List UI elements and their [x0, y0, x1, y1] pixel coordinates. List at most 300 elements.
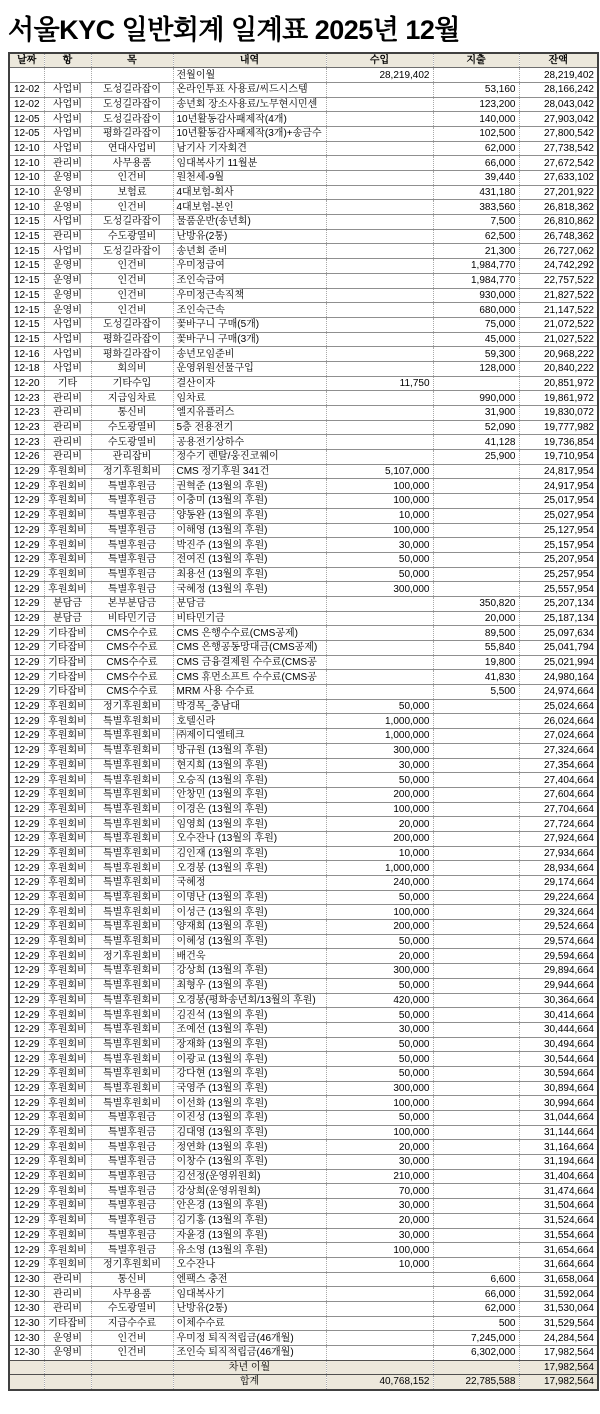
cell-item: 인건비 [91, 259, 173, 274]
cell-expense: 7,245,000 [433, 1331, 519, 1346]
cell-category: 후원회비 [44, 1199, 91, 1214]
cell-date: 12-30 [9, 1287, 44, 1302]
cell-income [326, 361, 433, 376]
cell-income: 100,000 [326, 494, 433, 509]
table-row [9, 420, 598, 435]
table-row [9, 567, 598, 582]
cell-balance: 31,530,064 [519, 1301, 598, 1316]
cell-balance: 25,024,664 [519, 699, 598, 714]
cell-category [44, 68, 91, 83]
cell-balance: 30,894,664 [519, 1081, 598, 1096]
cell-income [326, 171, 433, 186]
cell-income [326, 317, 433, 332]
table-row [9, 1316, 598, 1331]
cell-income [326, 126, 433, 141]
cell-income: 28,219,402 [326, 68, 433, 83]
cell-expense: 89,500 [433, 626, 519, 641]
cell-item: 정기후원회비 [91, 1257, 173, 1272]
cell-balance: 20,851,972 [519, 376, 598, 391]
cell-expense [433, 978, 519, 993]
cell-expense [433, 890, 519, 905]
cell-balance: 30,544,664 [519, 1052, 598, 1067]
cell-date [9, 68, 44, 83]
cell-date: 12-15 [9, 303, 44, 318]
cell-category: 사업비 [44, 361, 91, 376]
cell-date: 12-29 [9, 1111, 44, 1126]
table-row [9, 1022, 598, 1037]
cell-date: 12-05 [9, 126, 44, 141]
cell-date: 12-29 [9, 1022, 44, 1037]
cell-expense: 6,600 [433, 1272, 519, 1287]
cell-income: 1,000,000 [326, 714, 433, 729]
table-row [9, 1199, 598, 1214]
cell-income [326, 156, 433, 171]
cell-category: 후원회비 [44, 1184, 91, 1199]
table-row [9, 1169, 598, 1184]
table-row [9, 670, 598, 685]
cell-expense [433, 1213, 519, 1228]
cell-expense [433, 773, 519, 788]
cell-expense [433, 787, 519, 802]
cell-balance: 26,818,362 [519, 200, 598, 215]
cell-expense [433, 582, 519, 597]
cell-balance: 24,917,954 [519, 479, 598, 494]
table-row [9, 259, 598, 274]
cell-date: 12-29 [9, 1199, 44, 1214]
cell-expense [433, 1037, 519, 1052]
table-row [9, 743, 598, 758]
cell-description: 꽃바구니 구매(3개) [173, 332, 326, 347]
cell-item: 특별후원회비 [91, 861, 173, 876]
cell-category: 사업비 [44, 82, 91, 97]
cell-item: 특별후원회비 [91, 787, 173, 802]
cell-item: 특별후원금 [91, 1184, 173, 1199]
cell-category: 후원회비 [44, 1169, 91, 1184]
cell-category [44, 1375, 91, 1390]
cell-income: 1,000,000 [326, 861, 433, 876]
cell-date: 12-10 [9, 185, 44, 200]
table-row [9, 494, 598, 509]
cell-date: 12-26 [9, 450, 44, 465]
table-row [9, 229, 598, 244]
cell-category: 후원회비 [44, 1096, 91, 1111]
cell-income: 50,000 [326, 1066, 433, 1081]
cell-item: CMS수수료 [91, 626, 173, 641]
cell-category: 후원회비 [44, 1052, 91, 1067]
cell-income [326, 1346, 433, 1361]
cell-income: 50,000 [326, 934, 433, 949]
cell-expense [433, 920, 519, 935]
cell-balance: 25,257,954 [519, 567, 598, 582]
cell-balance: 21,072,522 [519, 317, 598, 332]
table-row [9, 1066, 598, 1081]
cell-item: 인건비 [91, 303, 173, 318]
cell-balance: 27,404,664 [519, 773, 598, 788]
table-row [9, 200, 598, 215]
cell-category: 후원회비 [44, 1037, 91, 1052]
cell-item: 특별후원회비 [91, 1081, 173, 1096]
cell-description: 난방유(2통) [173, 229, 326, 244]
cell-item: 특별후원회비 [91, 890, 173, 905]
cell-description: 권혁준 (13월의 후원) [173, 479, 326, 494]
cell-category: 기타 [44, 376, 91, 391]
cell-date: 12-29 [9, 773, 44, 788]
cell-income: 30,000 [326, 1155, 433, 1170]
cell-balance: 26,810,862 [519, 215, 598, 230]
cell-description: 남기사 기자회견 [173, 141, 326, 156]
cell-item: 도성길라잡이 [91, 112, 173, 127]
cell-category: 후원회비 [44, 743, 91, 758]
cell-expense [433, 567, 519, 582]
table-row [9, 964, 598, 979]
table-row [9, 552, 598, 567]
cell-description: 강상희 (13월의 후원) [173, 964, 326, 979]
cell-description: 조인숙근속 [173, 303, 326, 318]
table-row [9, 1272, 598, 1287]
cell-item: 도성길라잡이 [91, 317, 173, 332]
cell-description: 운영위원선물구입 [173, 361, 326, 376]
cell-category: 후원회비 [44, 1066, 91, 1081]
cell-description: 최형우 (13월의 후원) [173, 978, 326, 993]
cell-description: 오경봉 (13월의 후원) [173, 861, 326, 876]
cell-description: 10년활동감사패제작(4개) [173, 112, 326, 127]
cell-date: 12-29 [9, 802, 44, 817]
cell-description: 강상희(운영위원회) [173, 1184, 326, 1199]
cell-description: 이진성 (13월의 후원) [173, 1111, 326, 1126]
table-row [9, 97, 598, 112]
cell-income [326, 655, 433, 670]
col-header-date: 날짜 [9, 53, 44, 68]
cell-description: 이해영 (13월의 후원) [173, 523, 326, 538]
cell-income: 50,000 [326, 552, 433, 567]
cell-income: 50,000 [326, 773, 433, 788]
cell-item: CMS수수료 [91, 685, 173, 700]
cell-expense [433, 934, 519, 949]
cell-balance: 27,934,664 [519, 846, 598, 861]
cell-description: 방규원 (13월의 후원) [173, 743, 326, 758]
cell-balance: 26,727,062 [519, 244, 598, 259]
table-row [9, 215, 598, 230]
cell-date: 12-29 [9, 934, 44, 949]
table-row [9, 156, 598, 171]
cell-balance: 19,861,972 [519, 391, 598, 406]
cell-expense: 350,820 [433, 596, 519, 611]
cell-category: 사업비 [44, 244, 91, 259]
cell-income: 50,000 [326, 1008, 433, 1023]
cell-item: 인건비 [91, 273, 173, 288]
cell-date: 12-29 [9, 1213, 44, 1228]
cell-expense [433, 1228, 519, 1243]
cell-balance: 25,207,134 [519, 596, 598, 611]
cell-category: 후원회비 [44, 699, 91, 714]
table-row [9, 450, 598, 465]
cell-income [326, 626, 433, 641]
cell-expense: 45,000 [433, 332, 519, 347]
cell-date: 12-30 [9, 1301, 44, 1316]
cell-expense: 66,000 [433, 156, 519, 171]
cell-expense [433, 1008, 519, 1023]
col-header-category: 항 [44, 53, 91, 68]
cell-balance: 21,027,522 [519, 332, 598, 347]
cell-expense: 59,300 [433, 347, 519, 362]
cell-date: 12-29 [9, 641, 44, 656]
cell-item: 수도광열비 [91, 1301, 173, 1316]
cell-income: 30,000 [326, 758, 433, 773]
cell-item: 특별후원회비 [91, 1037, 173, 1052]
cell-category: 후원회비 [44, 978, 91, 993]
cell-description: 유소영 (13월의 후원) [173, 1243, 326, 1258]
cell-category: 운영비 [44, 185, 91, 200]
cell-expense [433, 494, 519, 509]
table-row [9, 538, 598, 553]
cell-item: 수도광열비 [91, 435, 173, 450]
cell-balance: 25,157,954 [519, 538, 598, 553]
cell-balance: 25,021,994 [519, 655, 598, 670]
table-row [9, 273, 598, 288]
cell-date: 12-23 [9, 435, 44, 450]
cell-category: 후원회비 [44, 1228, 91, 1243]
cell-balance: 27,024,664 [519, 729, 598, 744]
cell-expense: 20,000 [433, 611, 519, 626]
cell-expense [433, 729, 519, 744]
cell-income: 30,000 [326, 1199, 433, 1214]
cell-income: 200,000 [326, 787, 433, 802]
cell-description: CMS 정기후원 341건 [173, 464, 326, 479]
cell-category: 후원회비 [44, 479, 91, 494]
cell-description: CMS 은행수수료(CMS공제) [173, 626, 326, 641]
cell-balance: 24,742,292 [519, 259, 598, 274]
cell-item: 수도광열비 [91, 229, 173, 244]
cell-item: 보험료 [91, 185, 173, 200]
cell-expense [433, 523, 519, 538]
table-row [9, 699, 598, 714]
table-row [9, 1213, 598, 1228]
cell-expense [433, 508, 519, 523]
cell-expense [433, 1199, 519, 1214]
table-row [9, 376, 598, 391]
cell-expense: 383,560 [433, 200, 519, 215]
cell-date: 12-29 [9, 1184, 44, 1199]
cell-income: 300,000 [326, 1081, 433, 1096]
cell-date: 12-29 [9, 1243, 44, 1258]
cell-income: 10,000 [326, 1257, 433, 1272]
cell-balance: 27,633,102 [519, 171, 598, 186]
cell-item: 정기후원회비 [91, 699, 173, 714]
cell-item: CMS수수료 [91, 655, 173, 670]
cell-expense: 62,000 [433, 1301, 519, 1316]
cell-item: 특별후원금 [91, 479, 173, 494]
table-header [9, 53, 598, 68]
table-row [9, 626, 598, 641]
cell-balance: 22,757,522 [519, 273, 598, 288]
table-row [9, 890, 598, 905]
cell-date: 12-29 [9, 758, 44, 773]
cell-balance: 19,736,854 [519, 435, 598, 450]
cell-date: 12-29 [9, 890, 44, 905]
cell-expense: 75,000 [433, 317, 519, 332]
cell-description: 오수잔나 (13월의 후원) [173, 831, 326, 846]
cell-description: 분담금 [173, 596, 326, 611]
cell-balance: 25,041,794 [519, 641, 598, 656]
total-balance: 17,982,564 [519, 1375, 598, 1390]
cell-date: 12-29 [9, 538, 44, 553]
cell-expense [433, 376, 519, 391]
carryover-balance: 17,982,564 [519, 1360, 598, 1375]
cell-date: 12-05 [9, 112, 44, 127]
cell-balance: 21,827,522 [519, 288, 598, 303]
cell-expense [433, 1052, 519, 1067]
cell-date: 12-30 [9, 1331, 44, 1346]
cell-date [9, 1375, 44, 1390]
cell-description: CMS 금융결제원 수수료(CMS공 [173, 655, 326, 670]
cell-income [326, 273, 433, 288]
cell-income [326, 141, 433, 156]
cell-item: 특별후원회비 [91, 773, 173, 788]
cell-date: 12-15 [9, 317, 44, 332]
col-header-balance: 잔액 [519, 53, 598, 68]
cell-income: 50,000 [326, 1111, 433, 1126]
table-row [9, 978, 598, 993]
cell-balance: 31,504,664 [519, 1199, 598, 1214]
cell-description: 꽃바구니 구매(5개) [173, 317, 326, 332]
cell-category: 운영비 [44, 288, 91, 303]
cell-item: 특별후원회비 [91, 729, 173, 744]
cell-balance: 27,354,664 [519, 758, 598, 773]
cell-date: 12-29 [9, 905, 44, 920]
cell-income: 100,000 [326, 905, 433, 920]
cell-category: 관리비 [44, 1287, 91, 1302]
cell-item: 인건비 [91, 1346, 173, 1361]
cell-item: 평화길라잡이 [91, 347, 173, 362]
cell-income [326, 435, 433, 450]
table-row [9, 846, 598, 861]
cell-expense: 53,160 [433, 82, 519, 97]
cell-expense: 25,900 [433, 450, 519, 465]
table-row [9, 171, 598, 186]
carryover-expense [433, 1360, 519, 1375]
cell-balance: 24,284,564 [519, 1331, 598, 1346]
cell-expense [433, 1184, 519, 1199]
cell-date: 12-29 [9, 1096, 44, 1111]
cell-category: 후원회비 [44, 905, 91, 920]
cell-description: 김기홍 (13월의 후원) [173, 1213, 326, 1228]
cell-balance: 31,524,664 [519, 1213, 598, 1228]
cell-income: 100,000 [326, 479, 433, 494]
cell-expense: 123,200 [433, 97, 519, 112]
cell-date: 12-15 [9, 229, 44, 244]
table-row [9, 949, 598, 964]
cell-date: 12-29 [9, 861, 44, 876]
cell-description: 임대복사기 11월분 [173, 156, 326, 171]
cell-income: 1,000,000 [326, 729, 433, 744]
cell-date: 12-29 [9, 1257, 44, 1272]
cell-balance: 27,704,664 [519, 802, 598, 817]
cell-item [91, 1375, 173, 1390]
table-row [9, 508, 598, 523]
cell-balance: 25,557,954 [519, 582, 598, 597]
cell-description: 4대보험-회사 [173, 185, 326, 200]
cell-category: 후원회비 [44, 523, 91, 538]
cell-item: 특별후원금 [91, 1140, 173, 1155]
cell-category: 관리비 [44, 435, 91, 450]
cell-description: 이창수 (13월의 후원) [173, 1155, 326, 1170]
table-row [9, 244, 598, 259]
cell-balance: 29,594,664 [519, 949, 598, 964]
cell-category: 후원회비 [44, 1243, 91, 1258]
cell-date: 12-29 [9, 508, 44, 523]
cell-date: 12-15 [9, 288, 44, 303]
cell-income [326, 1287, 433, 1302]
cell-description: 이선화 (13월의 후원) [173, 1096, 326, 1111]
cell-description: 공용전기상하수 [173, 435, 326, 450]
table-row [9, 464, 598, 479]
cell-item: 특별후원금 [91, 523, 173, 538]
cell-income [326, 259, 433, 274]
cell-expense [433, 905, 519, 920]
cell-item: 기타수입 [91, 376, 173, 391]
table-row [9, 1096, 598, 1111]
cell-description: 송년회 장소사용료/노무현시민센 [173, 97, 326, 112]
cell-expense [433, 552, 519, 567]
cell-expense: 62,500 [433, 229, 519, 244]
cell-expense [433, 846, 519, 861]
cell-category: 후원회비 [44, 949, 91, 964]
cell-category: 후원회비 [44, 993, 91, 1008]
table-row [9, 523, 598, 538]
cell-expense [433, 714, 519, 729]
cell-description: 이충미 (13월의 후원) [173, 494, 326, 509]
cell-item: 특별후원회비 [91, 714, 173, 729]
cell-item: 도성길라잡이 [91, 97, 173, 112]
cell-category: 후원회비 [44, 567, 91, 582]
cell-balance: 19,710,954 [519, 450, 598, 465]
cell-income: 50,000 [326, 699, 433, 714]
cell-balance: 24,980,164 [519, 670, 598, 685]
cell-balance: 28,043,042 [519, 97, 598, 112]
table-row [9, 1346, 598, 1361]
cell-description: 임차료 [173, 391, 326, 406]
cell-income [326, 112, 433, 127]
cell-balance: 30,494,664 [519, 1037, 598, 1052]
cell-income: 300,000 [326, 582, 433, 597]
cell-balance: 26,024,664 [519, 714, 598, 729]
cell-category: 관리비 [44, 229, 91, 244]
cell-date: 12-16 [9, 347, 44, 362]
table-row [9, 112, 598, 127]
cell-date: 12-18 [9, 361, 44, 376]
cell-description: 김대영 (13월의 후원) [173, 1125, 326, 1140]
cell-category: 기타잡비 [44, 655, 91, 670]
cell-balance: 31,164,664 [519, 1140, 598, 1155]
cell-income [326, 391, 433, 406]
cell-income [326, 303, 433, 318]
table-row [9, 1125, 598, 1140]
cell-expense [433, 993, 519, 1008]
cell-item: 특별후원금 [91, 1199, 173, 1214]
col-header-income: 수입 [326, 53, 433, 68]
cell-item: 본부분담금 [91, 596, 173, 611]
table-row [9, 596, 598, 611]
cell-income [326, 288, 433, 303]
cell-item: 회의비 [91, 361, 173, 376]
cell-date: 12-29 [9, 552, 44, 567]
cell-category: 후원회비 [44, 758, 91, 773]
table-row [9, 773, 598, 788]
cell-date: 12-15 [9, 259, 44, 274]
header-row [9, 53, 598, 68]
cell-description: CMS 휴먼소프트 수수료(CMS공 [173, 670, 326, 685]
table-row [9, 1155, 598, 1170]
